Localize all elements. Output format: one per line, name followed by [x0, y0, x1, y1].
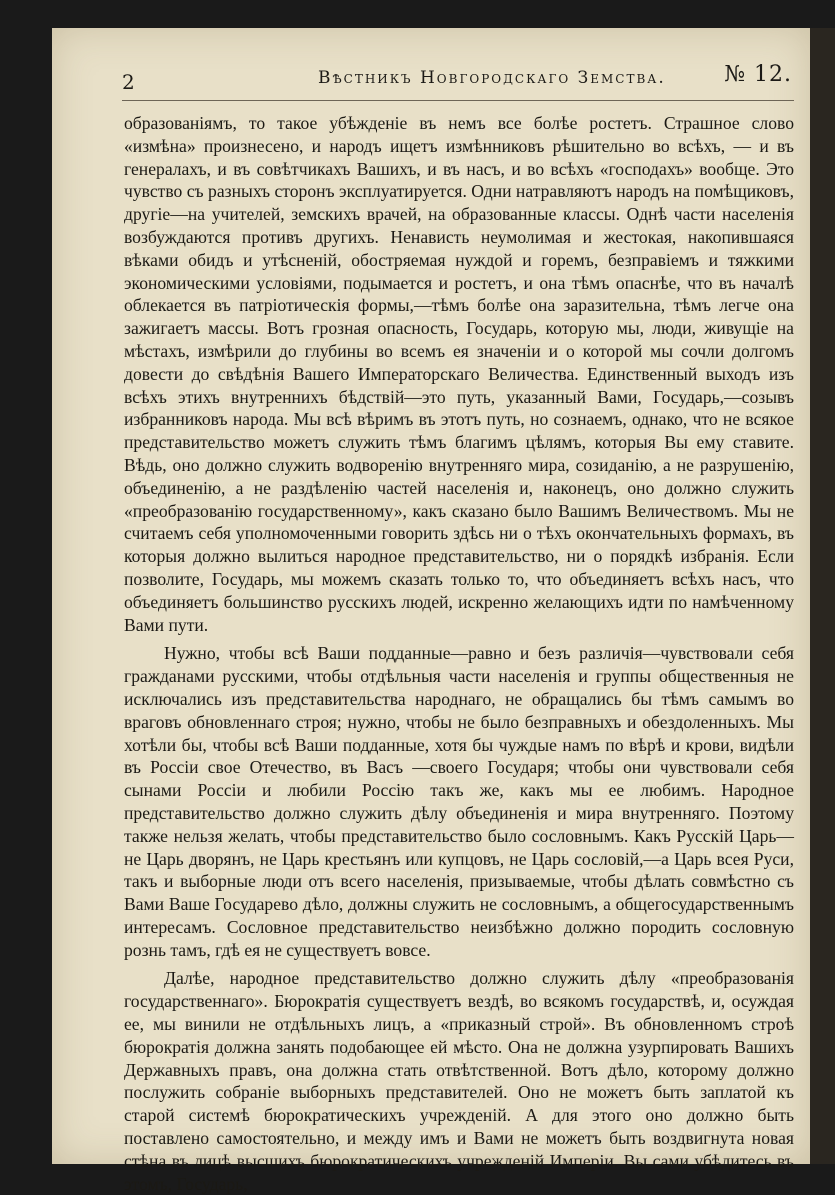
- journal-title: Вѣстникъ Новгородскаго Земства.: [318, 68, 666, 88]
- paragraph-1: образованіямъ, то такое убѣжденіе въ немъ все болѣе ростетъ. Страшное слово «измѣна» произнесено, и народъ ищетъ измѣнниковъ рѣшительно во всѣхъ, — и въ генералахъ, и въ совѣтчикахъ Вашихъ, и въ насъ, и во всѣхъ «господахъ» вообще. Это чувство съ разныхъ сторонъ эксплуатируется. Одни натравляютъ народъ на помѣщиковъ, другіе—на учителей, земскихъ врачей, на образованные классы. Однѣ части населенія возбуждаются противъ другихъ. Ненависть неумолимая и жестокая, накопившаяся вѣками обидъ и утѣсненій, обостряемая нуждой и горемъ, безправіемъ и тяжкими экономическими условіями, подымается и ростетъ, и она тѣмъ опаснѣе, что въ началѣ облекается въ патріотическія формы,—тѣмъ болѣе она заразительна, тѣмъ легче она зажигаетъ массы. Вотъ грозная опасность, Государь, которую мы, люди, живущіе на мѣстахъ, измѣрили до глубины во всемъ ея значеніи и о которой мы сочли долгомъ довести до свѣдѣнія Вашего Императорскаго Величества. Единственный выходъ изъ всѣхъ этихъ внутреннихъ бѣдствій—это путь, указанный Вами, Государь,—созывъ избранниковъ народа. Мы всѣ вѣримъ въ этотъ путь, но сознаемъ, однако, что не всякое представительство можетъ служить тѣмъ благимъ цѣлямъ, которыя Вы ему ставите. Вѣдь, оно должно служить водворенію внутренняго мира, созиданію, а не разрушенію, объединенію, а не раздѣленію частей населенія и, наконецъ, оно должно служить «преобразованію государственному», какъ сказано было Вашимъ Величествомъ. Мы не считаемъ себя уполномоченными говорить здѣсь ни о тѣхъ окончательныхъ формахъ, въ которыя должно вылиться народное представительство, ни о порядкѣ избранія. Если позволите, Государь, мы можемъ сказать только то, что объединяетъ всѣхъ насъ, что объединяетъ большинство русскихъ людей, искренно желающихъ идти по намѣченному Вами пути.: [124, 113, 794, 635]
- issue-number: № 12.: [724, 62, 792, 87]
- header-rule: [122, 100, 794, 101]
- page-number: 2: [122, 70, 135, 94]
- paragraph-2: Нужно, чтобы всѣ Ваши подданные—равно и безъ различія—чувствовали себя гражданами русскими, чтобы отдѣльныя части населенія и группы общественныя не исключались изъ представительства народнаго, не обращались бы тѣмъ самымъ во враговъ обновленнаго строя; нужно, чтобы не было безправныхъ и обездоленныхъ. Мы хотѣли бы, чтобы всѣ Ваши подданные, хотя бы чуждые намъ по вѣрѣ и крови, видѣли въ Россіи свое Отечество, въ Васъ —своего Государя; чтобы они чувствовали себя сынами Россіи и любили Россію такъ же, какъ мы ее любимъ. Народное представительство должно служить дѣлу объединенія и мира внутренняго. Поэтому также нельзя желать, чтобы представительство было сословнымъ. Какъ Русскій Царь—не Царь дворянъ, не Царь крестьянъ или купцовъ, не Царь сословій,—а Царь всея Руси, такъ и выборные люди отъ всего населенія, призываемые, чтобы дѣлать совмѣстно съ Вами Ваше Государево дѣло, должны служить не сословнымъ, а общегосударственнымъ интересамъ. Сословное представительство неизбѣжно должно породить сословную рознь тамъ, гдѣ ея не существуетъ вовсе.: [124, 643, 794, 960]
- adjacent-page-edge: [810, 28, 835, 1164]
- article-body: [124, 112, 794, 1195]
- paragraph-3: Далѣе, народное представительство должно служить дѣлу «преобразованія государственнаго». Бюрократія существуетъ вездѣ, во всякомъ государствѣ, и, осуждая ее, мы винили не отдѣльныхъ лицъ, а «приказный строй». Въ обновленномъ строѣ бюрократія должна занять подобающее ей мѣсто. Она не должна узурпировать Вашихъ Державныхъ правъ, она должна стать отвѣтственной. Вотъ дѣло, которому должно послужить собраніе выборныхъ представителей. Оно не можетъ быть заплатой къ старой системѣ бюрократическихъ учрежденій. А для этого оно должно быть поставлено самостоятельно, и между имъ и Вами не можетъ быть воздвигнута новая стѣна въ лицѣ высшихъ бюрократическихъ учрежденій Имперіи. Вы сами убѣдитесь въ этомъ, Государь,: [124, 968, 794, 1194]
- running-header: [122, 62, 792, 96]
